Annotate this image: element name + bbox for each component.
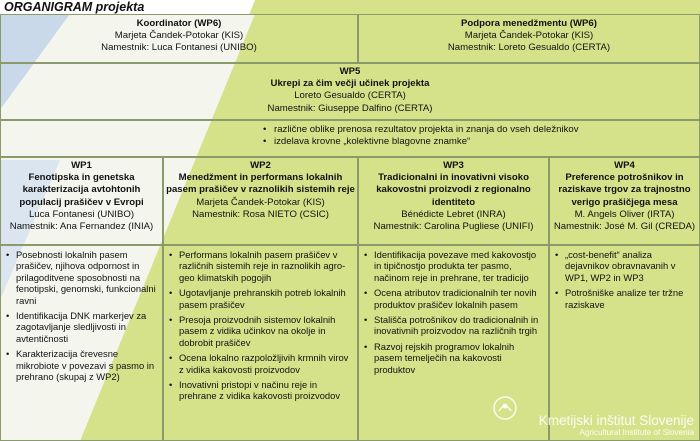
- list-item: • Performans lokalnih pasem prašičev v različnih sistemih reje in raznolikih agro-geo klimatskih pogojih: [168, 249, 353, 283]
- wp3-deputy: Namestnik: Carolina Pugliese (UNIFI): [373, 221, 534, 233]
- list-item: • Ocena atributov tradicionalnih ter novih produktov prašičev lokalnih pasem: [363, 287, 544, 310]
- wp1-bullets: [0, 245, 163, 441]
- wp2-header: [163, 157, 358, 245]
- list-item: • Ocena lokalno razpoložljivih krmnih virov z vidika kakovosti proizvodov: [168, 352, 353, 375]
- institute-logo-icon: [492, 395, 518, 421]
- list-item: • Ugotavljanje prehranskih potreb lokalnih pasem prašičev: [168, 287, 353, 310]
- wp4-deputy: Namestnik: José M. Gil (CREDA): [553, 221, 696, 233]
- list-item: • Identifikacija povezave med kakovostjo in tipičnostjo produkta ter pasmo, načinom reje in prehrane, ter tradicijo: [363, 249, 544, 283]
- wp3-title: Tradicionalni in inovativni visoko kakovostni proizvodi z regionalno identiteto: [376, 172, 531, 208]
- list-item: • izdelava krovne „kolektivne blagovne znamke“: [263, 136, 699, 148]
- watermark: [539, 413, 694, 437]
- wp1-lead: Luca Fontanesi (UNIBO): [28, 208, 135, 220]
- wp4-lead: M. Angels Oliver (IRTA): [574, 208, 675, 220]
- list-item: • Posebnosti lokalnih pasem prašičev, njihova odpornost in prilagoditvene sposobnosti na fenotipski, genomski, funkcionalni ravni: [5, 249, 158, 306]
- wp1-title: Fenotipska in genetska karakterizacija avtohtonih populacij prašičev v Evropi: [19, 172, 144, 208]
- wp1-deputy: Namestnik: Ana Fernandez (INIA): [9, 221, 154, 233]
- watermark-line2: Agricultural Institute of Slovenia: [579, 428, 694, 437]
- wp5-box: [0, 63, 700, 120]
- wp5-head: WP5: [339, 66, 361, 77]
- wp5-deputy: Namestnik: Giuseppe Dalfino (CERTA): [267, 102, 433, 114]
- wp1-head: WP1: [71, 160, 92, 171]
- wp5-subhead: Ukrepi za čim večji učinek projekta: [270, 78, 430, 90]
- watermark-line1: Kmetijski inštitut Slovenije: [538, 413, 694, 428]
- list-item: • Karakterizacija črevesne mikrobiote v povezavi s pasmo in prehrano (skupaj z WP2): [5, 348, 158, 382]
- wp2-title: Menedžment in performans lokalnih pasem prašičev v raznolikih sistemih reje: [166, 172, 355, 196]
- wp4-title: Preference potrošnikov in raziskave trgov za trajnostno verigo prašičjega mesa: [558, 172, 691, 208]
- coordinator-deputy: Namestnik: Luca Fontanesi (UNIBO): [101, 42, 257, 54]
- wp2-bullets: [163, 245, 358, 441]
- list-item: • različne oblike prenosa rezultatov projekta in znanja do vseh deležnikov: [263, 124, 699, 136]
- wp4-header: [549, 157, 700, 245]
- list-item: • Presoja proizvodnih sistemov lokalnih pasem z vidika učinkov na okolje in dobrobit prašičev: [168, 314, 353, 348]
- list-item: • Inovativni pristopi v načinu reje in prehrane z vidika kakovosti proizvodov: [168, 379, 353, 402]
- list-item: • „cost-benefit“ analiza dejavnikov obravnavanih v WP1, WP2 in WP3: [554, 249, 695, 283]
- wp5-lead: Loreto Gesualdo (CERTA): [294, 90, 406, 102]
- list-item: • Razvoj rejskih programov lokalnih pasem temelječih na kakovosti produktov: [363, 341, 544, 375]
- wp5-bullets: [0, 120, 700, 157]
- wp3-head: WP3: [443, 160, 464, 171]
- wp2-head: WP2: [250, 160, 271, 171]
- list-item: • Stališča potrošnikov do tradicionalnih in inovativnih proizvodov na različnih trgih: [363, 314, 544, 337]
- wp4-head: WP4: [614, 160, 635, 171]
- page-title: ORGANIGRAM projekta: [4, 0, 145, 14]
- list-item: • Potrošniške analize ter tržne raziskave: [554, 287, 695, 310]
- coordinator-box: [0, 14, 358, 63]
- wp2-deputy: Namestnik: Rosa NIETO (CSIC): [192, 208, 329, 220]
- coordinator-head: Koordinator (WP6): [136, 18, 222, 29]
- wp3-header: [358, 157, 549, 245]
- support-lead: Marjeta Čandek-Potokar (KIS): [464, 30, 594, 42]
- coordinator-lead: Marjeta Čandek-Potokar (KIS): [114, 30, 244, 42]
- wp1-header: [0, 157, 163, 245]
- wp2-lead: Marjeta Čandek-Potokar (KIS): [196, 196, 325, 208]
- wp3-bullets: [358, 245, 549, 441]
- wp4-bullets: [549, 245, 700, 441]
- support-head: Podpora menedžmentu (WP6): [461, 18, 597, 29]
- support-box: [358, 14, 700, 63]
- support-deputy: Namestnik: Loreto Gesualdo (CERTA): [447, 42, 611, 54]
- list-item: • Identifikacija DNK markerjev za zagotavljanje sledljivosti in avtentičnosti: [5, 310, 158, 344]
- wp3-lead: Bénédicte Lebret (INRA): [401, 208, 506, 220]
